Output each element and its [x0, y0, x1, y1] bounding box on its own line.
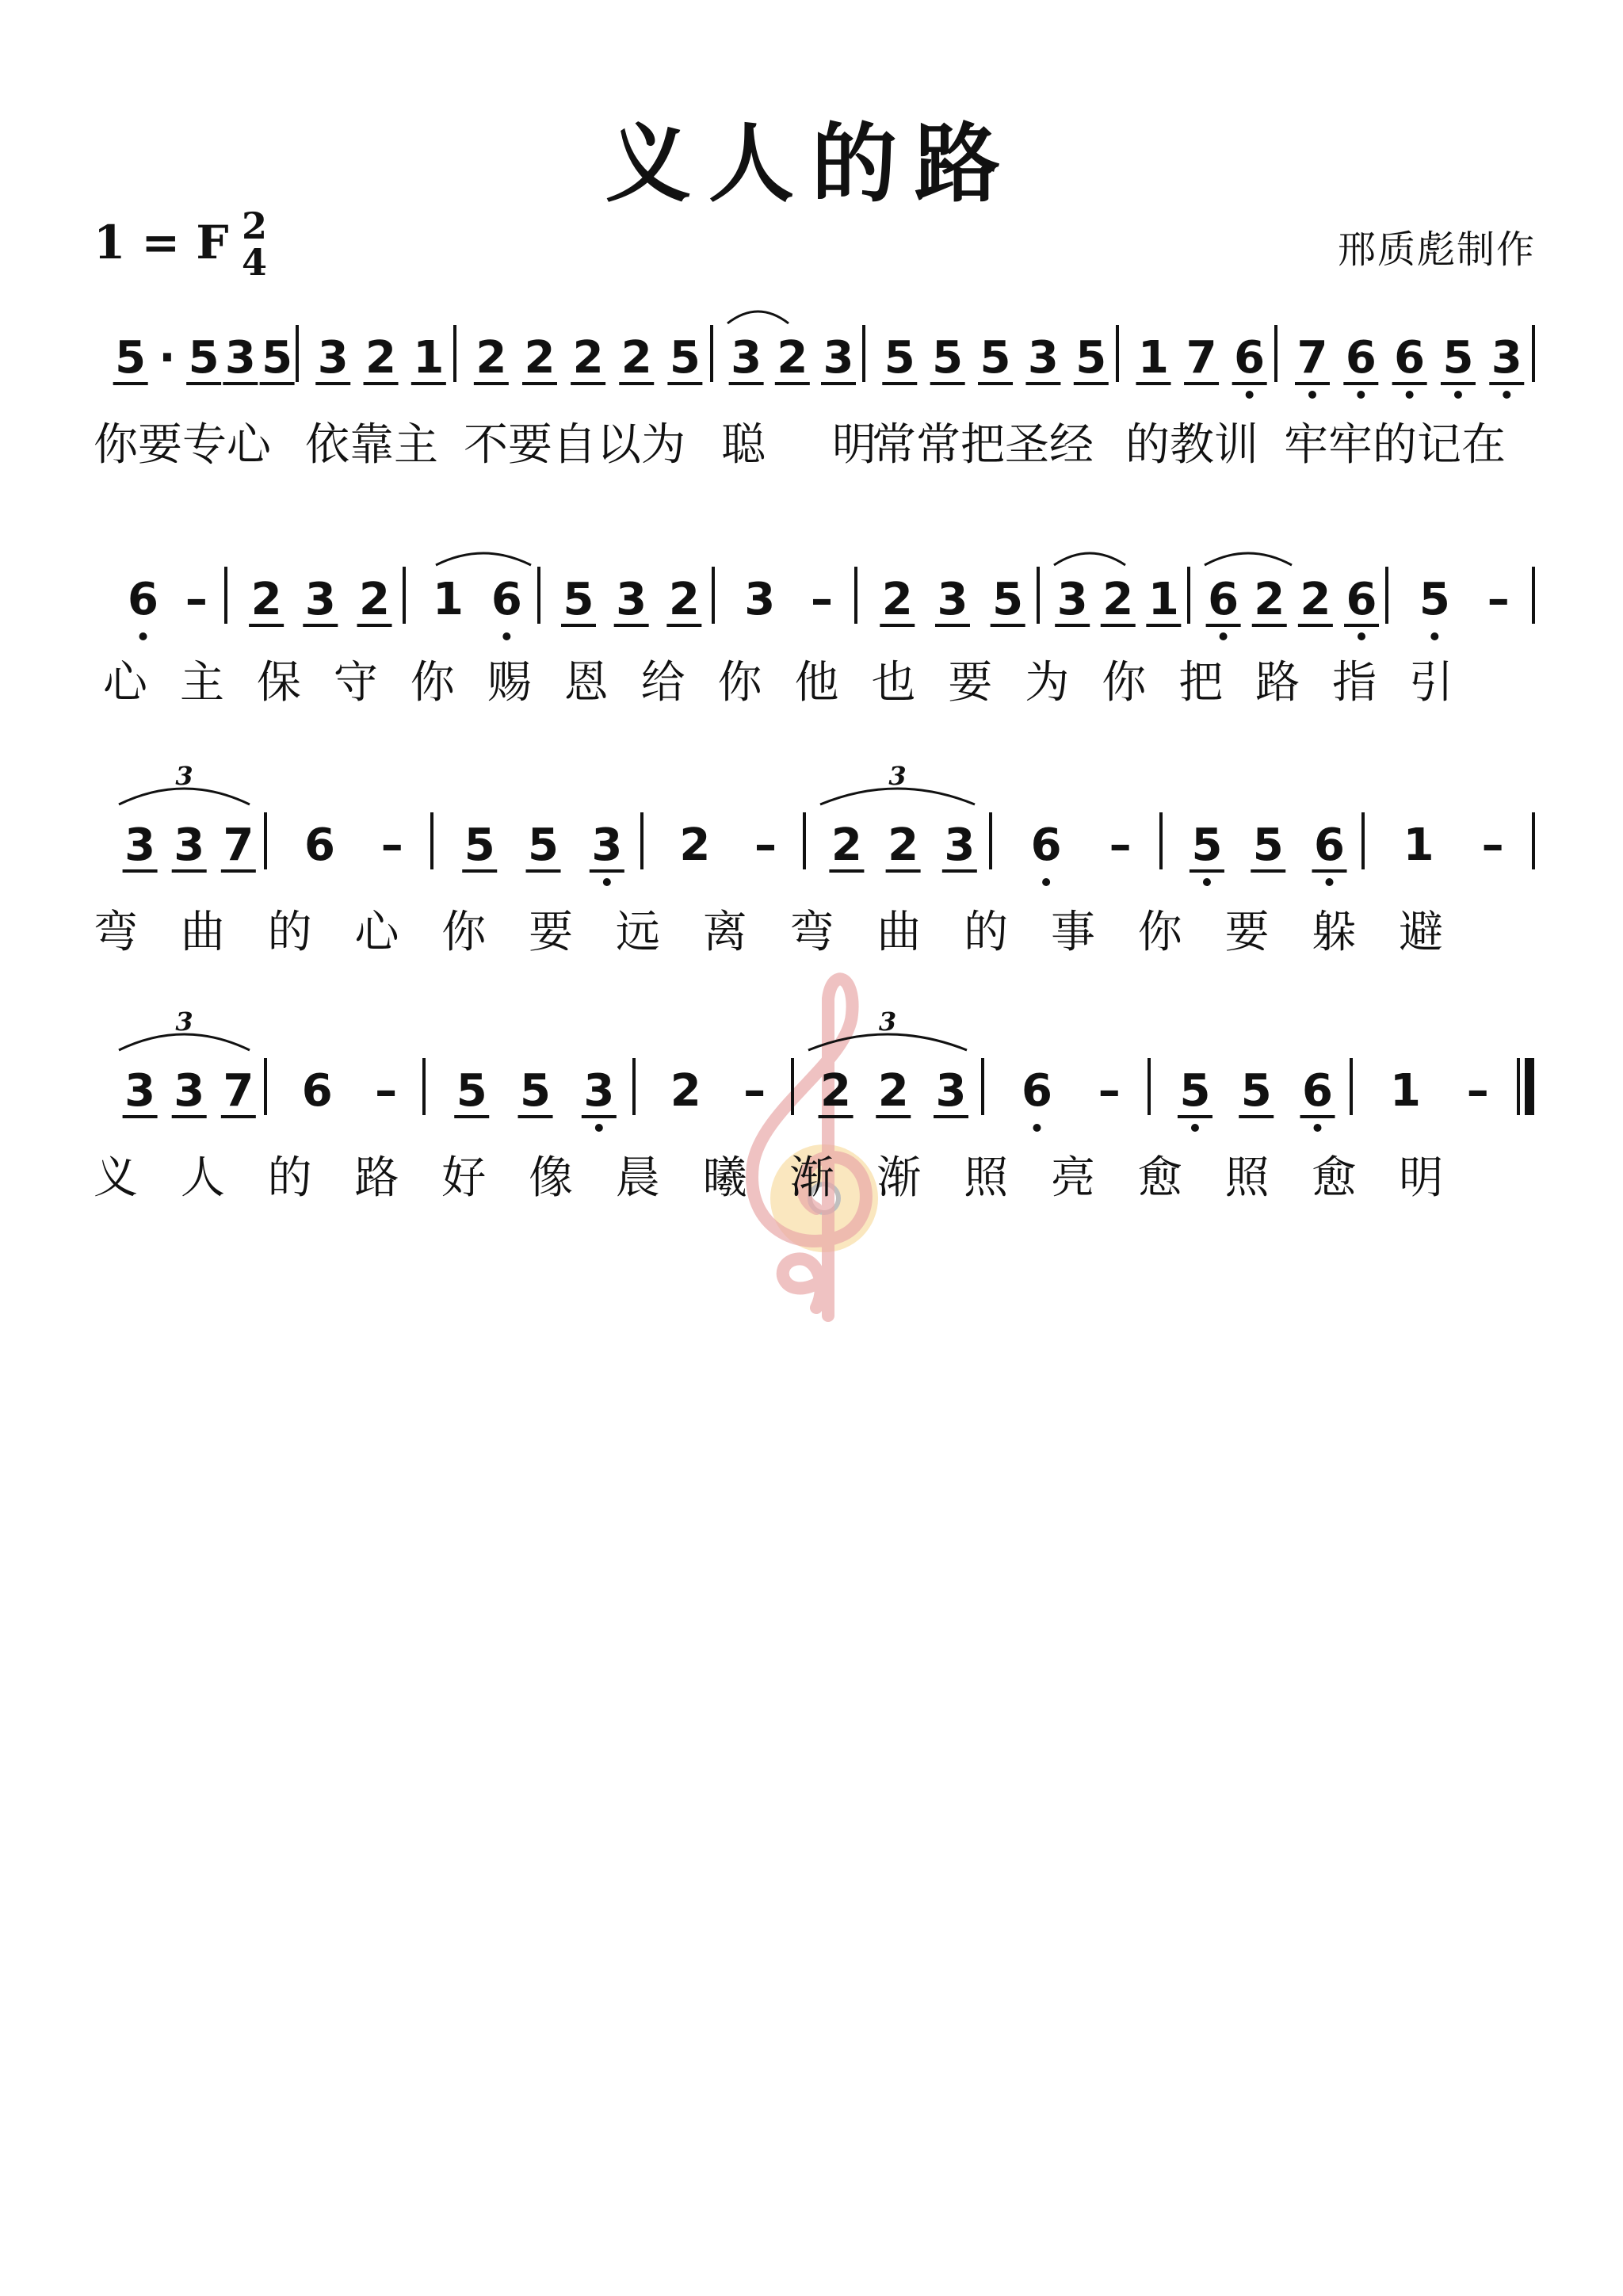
lyric-text: 你	[717, 657, 762, 709]
lyric-text: 曲	[180, 907, 225, 958]
jianpu-note: 6	[1394, 332, 1426, 384]
lyric-text: 远	[615, 907, 660, 958]
jianpu-note: 7	[1296, 332, 1328, 384]
jianpu-note: –	[380, 819, 403, 871]
triplet-number: 3	[175, 761, 193, 791]
low-octave-dot	[1406, 391, 1414, 399]
lyric-text: 避	[1399, 907, 1444, 958]
jianpu-note: 6	[491, 574, 522, 625]
jianpu-note: 1	[1148, 574, 1179, 625]
jianpu-note: 2	[621, 332, 652, 384]
jianpu-note: 2	[777, 332, 808, 384]
score-title: 义人的路	[605, 114, 1018, 214]
lyric-text: 要	[948, 657, 993, 709]
slur-tie	[1205, 553, 1292, 565]
jianpu-note: 6	[304, 819, 335, 871]
lyric-text: 的教训	[1125, 419, 1258, 471]
jianpu-note: 5	[1240, 1065, 1272, 1117]
triplet-slur	[119, 789, 250, 804]
jianpu-note: 3	[124, 819, 156, 871]
jianpu-note: 2	[820, 1065, 852, 1117]
jianpu-note: 2	[1254, 574, 1285, 625]
jianpu-note: 3	[823, 332, 854, 384]
lyric-text: 的	[267, 1152, 312, 1204]
lyric-text: 他	[794, 657, 839, 709]
jianpu-note: 3	[124, 1065, 156, 1117]
jianpu-note: 6	[1234, 332, 1266, 384]
lyric-text: 你	[1102, 657, 1147, 709]
jianpu-note: 5	[1075, 332, 1107, 384]
lyric-text: 心	[103, 657, 147, 709]
slur-tie	[436, 553, 531, 565]
time-signature-bottom: 4	[241, 241, 267, 284]
jianpu-note: 5	[1442, 332, 1474, 384]
jianpu-note: 5	[456, 1065, 487, 1117]
lyric-text: 要	[1224, 907, 1270, 958]
jianpu-note: 1	[1137, 332, 1169, 384]
lyric-text: 愈	[1137, 1152, 1182, 1204]
jianpu-note: 2	[877, 1065, 909, 1117]
jianpu-note: –	[1466, 1065, 1489, 1117]
lyric-text: 的	[964, 907, 1009, 958]
jianpu-note: –	[754, 819, 777, 871]
triplet-slur	[820, 789, 975, 804]
triplet-number: 3	[878, 1007, 897, 1037]
jianpu-note: 7	[1186, 332, 1217, 384]
jianpu-note: –	[1481, 819, 1504, 871]
low-octave-dot	[1246, 391, 1254, 399]
key-signature: 1 = F	[94, 216, 229, 269]
jianpu-note: 5	[262, 332, 293, 384]
jianpu-note: 2	[572, 332, 604, 384]
lyric-text: 保	[256, 657, 301, 709]
jianpu-note: 3	[937, 574, 968, 625]
low-octave-dot	[1033, 1124, 1041, 1132]
jianpu-note: –	[1109, 819, 1132, 871]
low-octave-dot	[1308, 391, 1316, 399]
lyric-text: 依靠主	[305, 419, 438, 471]
lyric-text: 弯	[94, 907, 138, 958]
jianpu-note: 3	[616, 574, 647, 625]
low-octave-dot	[1357, 391, 1365, 399]
lyric-text: 引	[1409, 657, 1454, 709]
lyric-text: 不要自以为	[464, 419, 685, 471]
jianpu-note: 3	[304, 574, 336, 625]
low-octave-dot	[1430, 632, 1438, 640]
jianpu-note: 7	[223, 819, 254, 871]
jianpu-note: 2	[1300, 574, 1331, 625]
jianpu-note: 5	[563, 574, 594, 625]
lyric-text: 躲	[1312, 907, 1357, 958]
jianpu-note: 7	[223, 1065, 254, 1117]
lyric-text: 离	[702, 907, 747, 958]
jianpu-note: 5	[528, 819, 559, 871]
jianpu-note: 2	[670, 1065, 701, 1117]
low-octave-dot	[1220, 632, 1228, 640]
lyric-text: 的	[267, 907, 312, 958]
jianpu-note: 3	[174, 1065, 205, 1117]
lyric-text: 照	[964, 1152, 1009, 1204]
lyric-text: 把	[1178, 657, 1224, 709]
lyric-text: 恩	[563, 657, 609, 709]
lyric-text: 路	[354, 1152, 399, 1204]
lyric-text: 曦	[702, 1152, 747, 1204]
lyric-text: 渐	[876, 1152, 922, 1204]
low-octave-dot	[1503, 391, 1510, 399]
jianpu-note: 3	[317, 332, 349, 384]
jianpu-note: 5	[188, 332, 220, 384]
lyric-text: 愈	[1312, 1152, 1357, 1204]
lyric-text: 你	[1137, 907, 1182, 958]
jianpu-note: 6	[1345, 332, 1377, 384]
lyric-text: 亮	[1050, 1152, 1095, 1204]
low-octave-dot	[595, 1124, 603, 1132]
jianpu-note: 5	[1191, 819, 1223, 871]
jianpu-note: 1	[1389, 1065, 1421, 1117]
jianpu-note: 6	[1030, 819, 1062, 871]
lyric-text: 明	[832, 419, 876, 471]
time-signature-top: 2	[241, 204, 267, 247]
jianpu-note: 2	[365, 332, 397, 384]
lyric-text: 明	[1399, 1152, 1444, 1204]
slur-tie	[1054, 553, 1125, 565]
jianpu-note: 3	[174, 819, 205, 871]
triplet-number: 3	[888, 761, 907, 791]
low-octave-dot	[1314, 1124, 1322, 1132]
lyric-text: 牢牢的记在	[1284, 419, 1506, 471]
jianpu-note: 2	[831, 819, 862, 871]
jianpu-note: 3	[591, 819, 623, 871]
jianpu-note: –	[1098, 1065, 1121, 1117]
lyric-text: 弯	[789, 907, 834, 958]
slur-tie	[727, 311, 789, 323]
lyric-text: 你要专心	[94, 419, 271, 471]
author-credit: 邢质彪制作	[1337, 227, 1536, 272]
jianpu-note: 3	[944, 819, 976, 871]
jianpu-note: 6	[301, 1065, 333, 1117]
triplet-slur	[119, 1034, 250, 1050]
lyric-text: 要	[529, 907, 574, 958]
jianpu-note: 5	[1419, 574, 1450, 625]
low-octave-dot	[139, 632, 147, 640]
jianpu-note: 2	[888, 819, 919, 871]
jianpu-note: 5	[464, 819, 495, 871]
low-octave-dot	[1042, 878, 1050, 886]
low-octave-dot	[603, 878, 611, 886]
lyric-text: 你	[410, 657, 455, 709]
jianpu-note: 2	[475, 332, 507, 384]
jianpu-note: 6	[1346, 574, 1377, 625]
lyric-text: 指	[1332, 657, 1377, 709]
lyric-text: 给	[640, 657, 685, 709]
jianpu-note: 2	[250, 574, 282, 625]
jianpu-note: 3	[583, 1065, 615, 1117]
jianpu-note: 5	[1179, 1065, 1211, 1117]
jianpu-note: 1	[1403, 819, 1434, 871]
low-octave-dot	[1191, 1124, 1199, 1132]
jianpu-note: 1	[432, 574, 464, 625]
lyric-text: 好	[441, 1152, 487, 1204]
jianpu-note: –	[185, 574, 208, 625]
jianpu-note: 2	[524, 332, 556, 384]
jianpu-note: 3	[1491, 332, 1522, 384]
jianpu-note: 5	[669, 332, 701, 384]
lyric-text: 赐	[487, 657, 532, 709]
lyric-text: 为	[1025, 657, 1070, 709]
jianpu-note: 5	[1252, 819, 1284, 871]
jianpu-note: –	[375, 1065, 398, 1117]
jianpu-note: ·	[158, 332, 176, 384]
lyric-text: 事	[1050, 907, 1095, 958]
lyric-text: 曲	[876, 907, 922, 958]
lyric-text: 聪	[721, 419, 766, 471]
jianpu-note: 2	[668, 574, 700, 625]
jianpu-note: –	[743, 1065, 766, 1117]
lyric-text: 照	[1224, 1152, 1270, 1204]
low-octave-dot	[1326, 878, 1334, 886]
jianpu-note: 6	[128, 574, 159, 625]
jianpu-note: 6	[1302, 1065, 1333, 1117]
low-octave-dot	[1454, 391, 1462, 399]
jianpu-note: 3	[731, 332, 762, 384]
jianpu-note: –	[810, 574, 833, 625]
lyric-text: 义	[94, 1152, 138, 1204]
jianpu-note: 6	[1021, 1065, 1052, 1117]
jianpu-note: 3	[1056, 574, 1088, 625]
lyric-text: 像	[529, 1152, 574, 1204]
jianpu-note: 5	[980, 332, 1011, 384]
lyric-text: 你	[441, 907, 487, 958]
jianpu-note: 5	[992, 574, 1024, 625]
jianpu-note: 2	[1102, 574, 1134, 625]
lyric-text: 渐	[789, 1152, 834, 1204]
lyric-text: 晨	[615, 1152, 660, 1204]
jianpu-note: 6	[1314, 819, 1345, 871]
lyric-text: 人	[180, 1152, 225, 1204]
low-octave-dot	[502, 632, 510, 640]
jianpu-note: 3	[935, 1065, 967, 1117]
lyric-text: 常常把圣经	[872, 419, 1094, 471]
jianpu-note: 2	[359, 574, 390, 625]
jianpu-note: 1	[413, 332, 445, 384]
lyric-text: 守	[333, 657, 378, 709]
jianpu-note: 6	[1208, 574, 1239, 625]
lyric-text: 也	[871, 657, 916, 709]
jianpu-note: 3	[224, 332, 256, 384]
jianpu-note: 3	[744, 574, 776, 625]
low-octave-dot	[1358, 632, 1365, 640]
jianpu-note: 5	[932, 332, 964, 384]
jianpu-note: 2	[881, 574, 913, 625]
jianpu-note: 5	[115, 332, 147, 384]
jianpu-note: 2	[679, 819, 711, 871]
jianpu-note: 5	[520, 1065, 552, 1117]
lyric-text: 心	[354, 907, 399, 958]
jianpu-note: –	[1487, 574, 1510, 625]
lyric-text: 主	[179, 657, 224, 709]
jianpu-note: 5	[884, 332, 915, 384]
lyric-text: 路	[1255, 657, 1300, 709]
low-octave-dot	[1203, 878, 1211, 886]
triplet-number: 3	[175, 1007, 193, 1037]
jianpu-note: 3	[1027, 332, 1059, 384]
